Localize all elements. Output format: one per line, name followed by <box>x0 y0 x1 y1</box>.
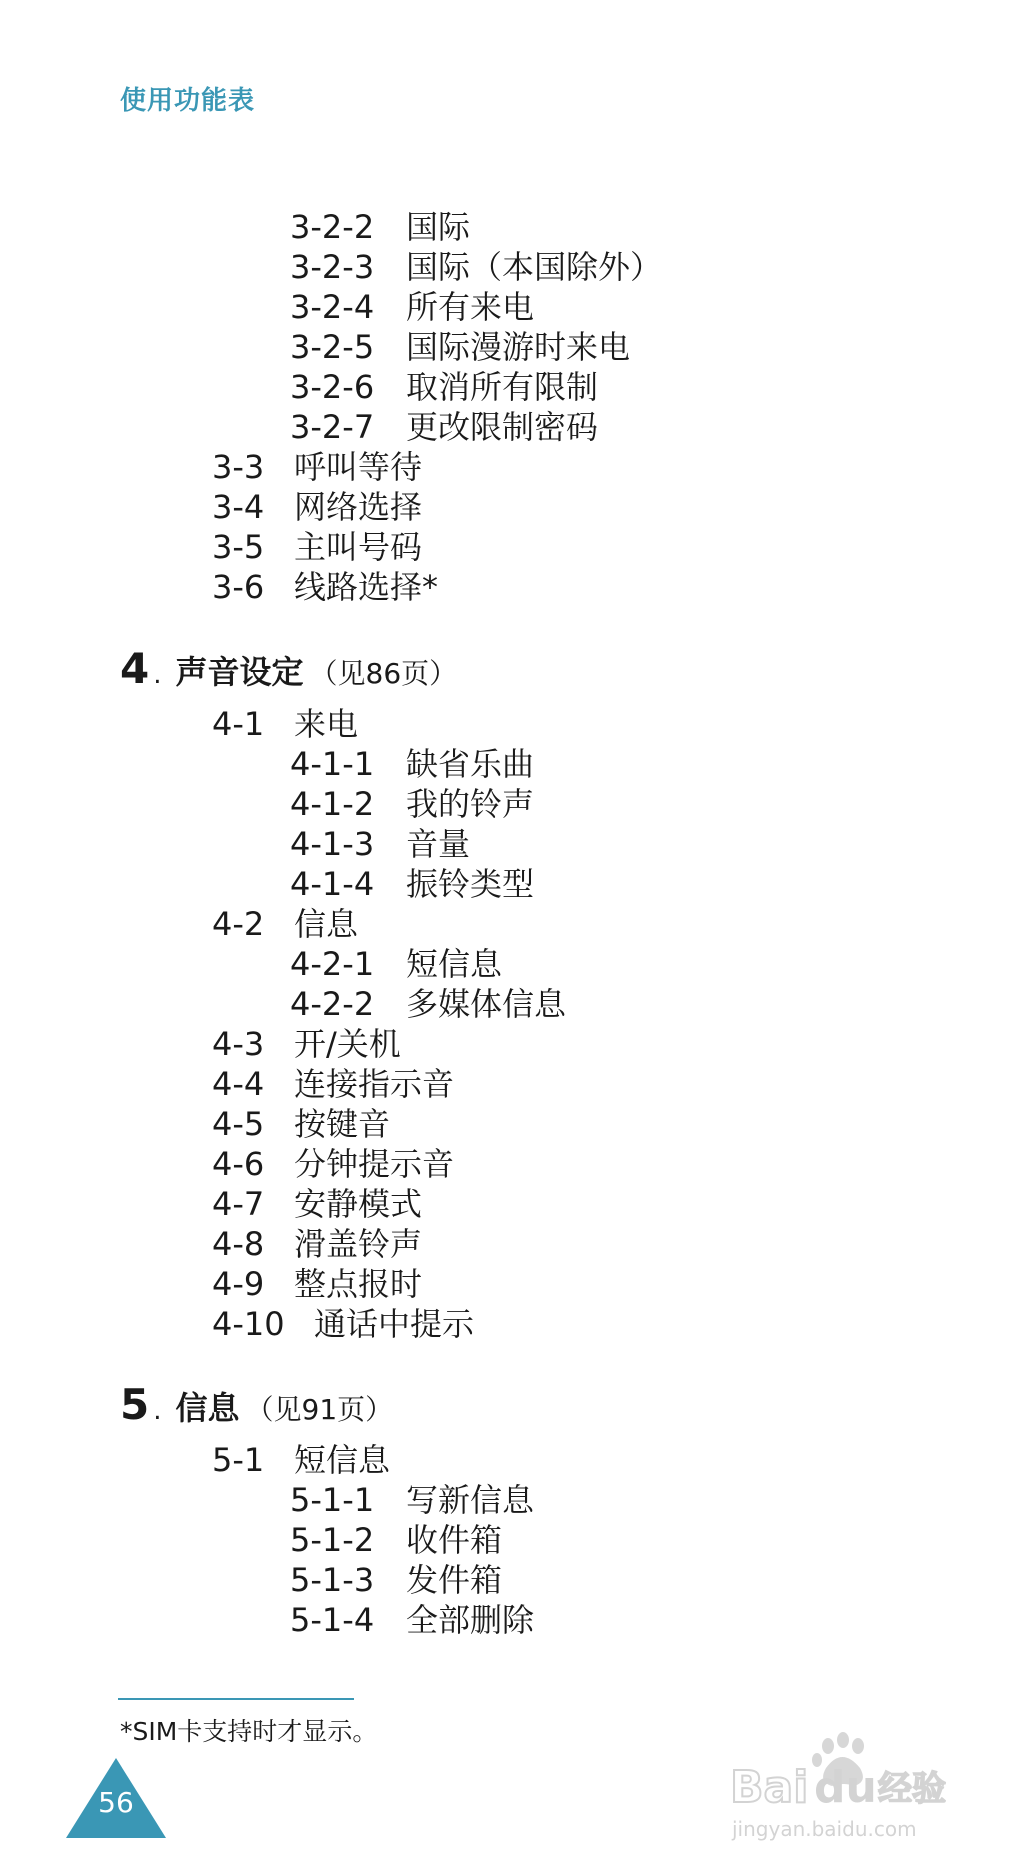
menu-item-label: 缺省乐曲 <box>406 745 535 783</box>
menu-item-label: 国际（本国除外） <box>406 248 663 286</box>
menu-item-4-7 <box>212 1184 422 1224</box>
menu-item-number: 3-6 <box>212 568 265 606</box>
menu-item-label: 按键音 <box>294 1105 391 1143</box>
menu-item-3-6 <box>212 567 438 607</box>
menu-item-number: 4-1-2 <box>290 785 375 823</box>
menu-item-label: 取消所有限制 <box>406 368 599 406</box>
menu-item-number: 3-2-6 <box>290 368 375 406</box>
menu-item-number: 3-2-3 <box>290 248 375 286</box>
menu-item-number: 3-2-2 <box>290 208 375 246</box>
menu-item-4-3 <box>212 1024 401 1064</box>
menu-item-label: 全部删除 <box>406 1601 535 1639</box>
section-number: 4 <box>120 644 150 693</box>
menu-item-4-4 <box>212 1064 454 1104</box>
menu-item-number: 5-1-3 <box>290 1561 375 1599</box>
menu-item-number: 4-1 <box>212 705 265 743</box>
menu-item-4-2 <box>212 904 358 944</box>
menu-item-label: 更改限制密码 <box>406 408 599 446</box>
menu-item-3-3 <box>212 447 422 487</box>
menu-item-number: 3-2-5 <box>290 328 375 366</box>
menu-item-4-9 <box>212 1264 422 1304</box>
menu-item-label: 发件箱 <box>406 1561 503 1599</box>
menu-item-5-1-4 <box>290 1600 534 1640</box>
menu-item-label: 短信息 <box>294 1441 391 1479</box>
menu-item-label: 写新信息 <box>406 1481 535 1519</box>
footnote-text: *SIM卡支持时才显示。 <box>120 1717 378 1746</box>
menu-item-4-1 <box>212 704 358 744</box>
footnote-divider <box>118 1698 354 1700</box>
menu-item-number: 5-1 <box>212 1441 265 1479</box>
menu-item-number: 3-2-7 <box>290 408 375 446</box>
menu-item-label: 信息 <box>294 905 359 943</box>
page-number: 56 <box>98 1786 134 1819</box>
menu-item-label: 短信息 <box>406 945 503 983</box>
menu-item-5-1 <box>212 1440 390 1480</box>
menu-item-4-1-4 <box>290 864 534 904</box>
menu-item-5-1-2 <box>290 1520 502 1560</box>
menu-item-3-2-5 <box>290 327 630 367</box>
menu-item-label: 滑盖铃声 <box>294 1225 423 1263</box>
menu-item-4-1-3 <box>290 824 470 864</box>
menu-item-3-2-4 <box>290 287 534 327</box>
section-page-ref: （见86页） <box>309 657 458 690</box>
menu-item-4-8 <box>212 1224 422 1264</box>
menu-item-number: 4-1-3 <box>290 825 375 863</box>
menu-item-number: 4-1-1 <box>290 745 375 783</box>
menu-item-3-2-6 <box>290 367 598 407</box>
section-dot: . <box>153 660 162 690</box>
menu-item-4-5 <box>212 1104 390 1144</box>
menu-item-label: 收件箱 <box>406 1521 503 1559</box>
menu-item-number: 4-8 <box>212 1225 265 1263</box>
menu-item-4-2-1 <box>290 944 502 984</box>
menu-item-label: 音量 <box>406 825 471 863</box>
menu-item-label: 线路选择* <box>294 568 439 606</box>
menu-item-label: 连接指示音 <box>294 1065 455 1103</box>
menu-item-3-2-3 <box>290 247 662 287</box>
menu-item-label: 网络选择 <box>294 488 423 526</box>
menu-item-number: 4-9 <box>212 1265 265 1303</box>
section-page-ref: （见91页） <box>245 1393 394 1426</box>
svg-text:经验: 经验 <box>878 1769 946 1809</box>
menu-item-label: 主叫号码 <box>294 528 423 566</box>
menu-item-number: 4-2 <box>212 905 265 943</box>
menu-item-label: 分钟提示音 <box>294 1145 455 1183</box>
page-header-title: 使用功能表 <box>120 86 256 116</box>
menu-item-label: 振铃类型 <box>406 865 535 903</box>
menu-item-number: 4-10 <box>212 1305 285 1343</box>
menu-item-4-10 <box>212 1304 474 1344</box>
menu-item-4-2-2 <box>290 984 566 1024</box>
menu-item-number: 4-4 <box>212 1065 265 1103</box>
section-dot: . <box>153 1396 162 1426</box>
menu-item-3-2-7 <box>290 407 598 447</box>
section-title: 信息 <box>175 1389 240 1427</box>
menu-item-3-5 <box>212 527 422 567</box>
menu-item-5-1-1 <box>290 1480 534 1520</box>
menu-item-label: 来电 <box>294 705 359 743</box>
menu-item-label: 呼叫等待 <box>294 448 423 486</box>
menu-item-number: 4-5 <box>212 1105 265 1143</box>
menu-item-number: 3-4 <box>212 488 265 526</box>
menu-item-number: 4-3 <box>212 1025 265 1063</box>
menu-item-3-2-2 <box>290 207 470 247</box>
section-number: 5 <box>120 1380 150 1429</box>
section-heading-4 <box>120 644 457 693</box>
menu-item-5-1-3 <box>290 1560 502 1600</box>
menu-item-label: 国际漫游时来电 <box>406 328 631 366</box>
menu-item-label: 开/关机 <box>294 1025 401 1063</box>
menu-item-label: 整点报时 <box>294 1265 423 1303</box>
menu-item-number: 3-5 <box>212 528 265 566</box>
svg-text:du: du <box>814 1762 877 1813</box>
menu-item-number: 3-3 <box>212 448 265 486</box>
menu-item-number: 4-6 <box>212 1145 265 1183</box>
menu-item-number: 4-2-2 <box>290 985 375 1023</box>
menu-item-label: 通话中提示 <box>314 1305 475 1343</box>
menu-item-label: 多媒体信息 <box>406 985 567 1023</box>
menu-item-number: 4-7 <box>212 1185 265 1223</box>
menu-item-label: 我的铃声 <box>406 785 535 823</box>
section-title: 声音设定 <box>175 653 304 691</box>
baidu-jingyan-watermark-logo <box>728 1728 968 1848</box>
menu-item-label: 所有来电 <box>406 288 535 326</box>
menu-item-label: 国际 <box>406 208 471 246</box>
section-heading-5 <box>120 1380 393 1429</box>
menu-item-label: 安静模式 <box>294 1185 423 1223</box>
menu-item-number: 4-1-4 <box>290 865 375 903</box>
menu-item-4-6 <box>212 1144 454 1184</box>
menu-item-4-1-1 <box>290 744 534 784</box>
svg-text:Bai: Bai <box>730 1762 809 1813</box>
menu-item-number: 5-1-4 <box>290 1601 375 1639</box>
menu-item-number: 4-2-1 <box>290 945 375 983</box>
menu-item-3-4 <box>212 487 422 527</box>
menu-item-4-1-2 <box>290 784 534 824</box>
menu-item-number: 5-1-2 <box>290 1521 375 1559</box>
menu-item-number: 3-2-4 <box>290 288 375 326</box>
menu-item-number: 5-1-1 <box>290 1481 375 1519</box>
svg-text:jingyan.baidu.com: jingyan.baidu.com <box>732 1817 917 1841</box>
